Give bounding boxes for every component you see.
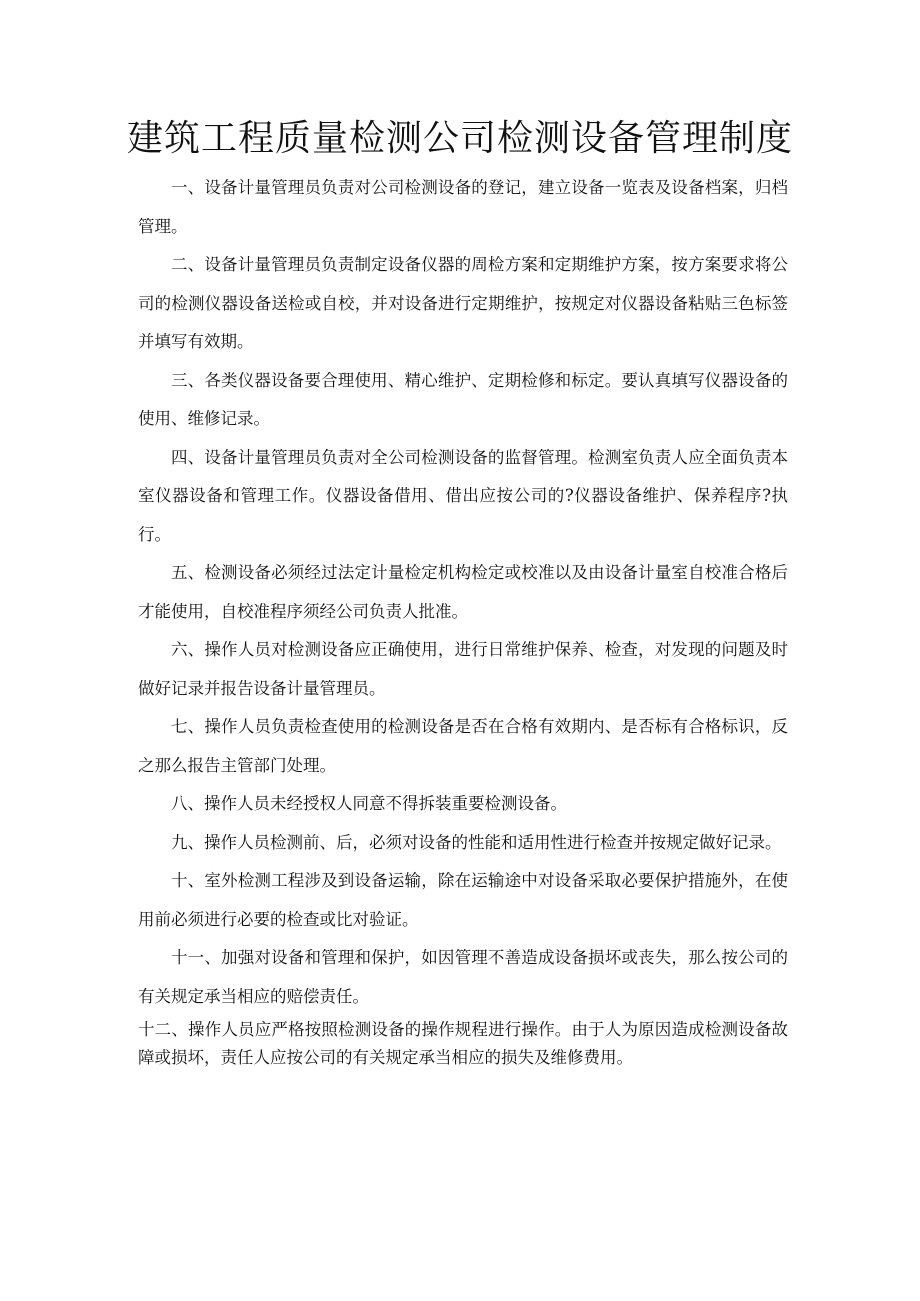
paragraph-9: 九、操作人员检测前、后，必须对设备的性能和适用性进行检查并按规定做好记录。 — [171, 832, 782, 852]
paragraph-5: 五、检测设备必须经过法定计量检定机构检定或校准以及由设备计量室自校准合格后才能使用，自校准程序须经公司负责人批准。 — [138, 563, 788, 621]
paragraph-2: 二、设备计量管理员负责制定设备仪器的周检方案和定期维护方案，按方案要求将公司的检测仪器设备送检或自校，并对设备进行定期维护，按规定对仪器设备粘贴三色标签并填写有效期。 — [138, 255, 788, 351]
paragraph-1: 一、设备计量管理员负责对公司检测设备的登记，建立设备一览表及设备档案，归档管理。 — [138, 178, 788, 236]
document-title: 建筑工程质量检测公司检测设备管理制度 — [126, 118, 793, 159]
paragraph-6: 六、操作人员对检测设备应正确使用，进行日常维护保养、检查，对发现的问题及时做好记录并报告设备计量管理员。 — [138, 640, 788, 698]
paragraph-8: 八、操作人员未经授权人同意不得拆装重要检测设备。 — [171, 794, 567, 813]
document-body — [138, 169, 788, 1072]
paragraph-12: 十二、操作人员应严格按照检测设备的操作规程进行操作。由于人为原因造成检测设备故障或损坏，责任人应按公司的有关规定承当相应的损失及维修费用。 — [138, 1020, 788, 1067]
paragraph-4: 四、设备计量管理员负责对全公司检测设备的监督管理。检测室负责人应全面负责本室仪器设备和管理工作。仪器设备借用、借出应按公司的?仪器设备维护、保养程序?执行。 — [138, 447, 788, 544]
paragraph-3: 三、各类仪器设备要合理使用、精心维护、定期检修和标定。要认真填写仪器设备的使用、维修记录。 — [138, 370, 788, 428]
paragraph-11: 十一、加强对设备和管理和保护，如因管理不善造成设备损坏或丧失，那么按公司的有关规定承当相应的赔偿责任。 — [138, 948, 788, 1006]
paragraph-10: 十、室外检测工程涉及到设备运输，除在运输途中对设备采取必要保护措施外，在使用前必须进行必要的检查或比对验证。 — [138, 871, 788, 929]
paragraph-7: 七、操作人员负责检查使用的检测设备是否在合格有效期内、是否标有合格标识，反之那么报告主管部门处理。 — [138, 717, 788, 775]
